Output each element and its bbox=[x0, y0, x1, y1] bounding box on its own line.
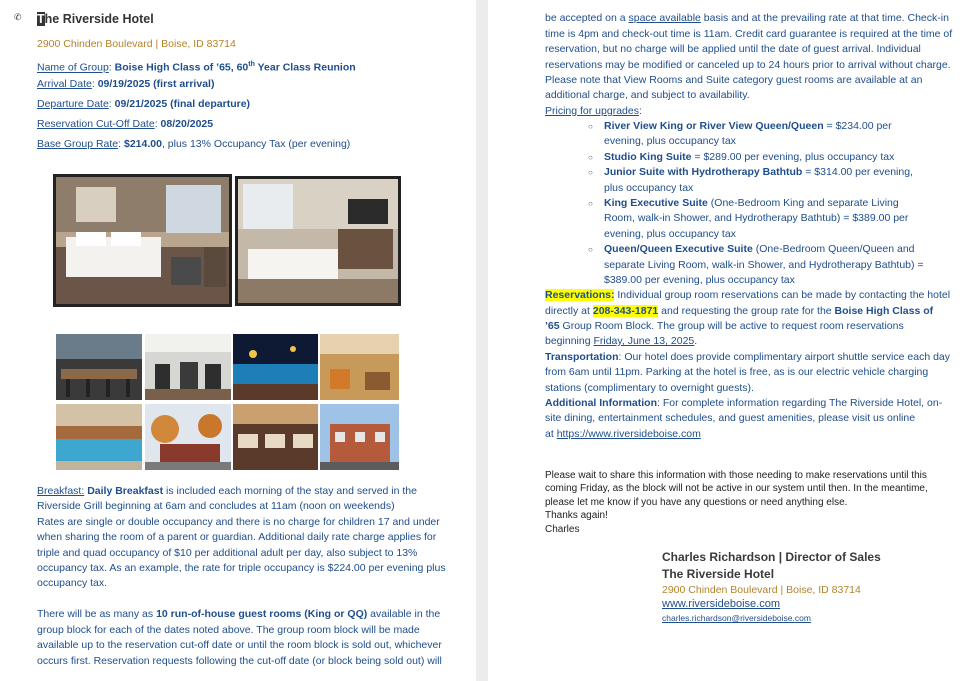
breakfast-line-2: Riverside Grill beginning at 6am and concludes at 11am (noon on weekends) bbox=[37, 500, 395, 512]
photo-gym bbox=[145, 334, 231, 400]
p1-line-1: be accepted on a space available basis and at the prevailing rate at that time. Check-in bbox=[545, 12, 949, 24]
note-line-2: coming Friday, as the block will not be active in our system until then. In the meantime, bbox=[545, 483, 928, 494]
right-page bbox=[488, 0, 963, 681]
p1-line-5: Please note that View Rooms and Suite category guest rooms are available at an bbox=[545, 74, 923, 86]
phone-icon: ✆ bbox=[14, 12, 22, 22]
info-line-3: at https://www.riversideboise.com bbox=[545, 428, 701, 440]
block-line-4: occurs first. Reservation requests following the cut-off date (or block being sold out) will bbox=[37, 655, 442, 667]
transportation-line-2: from 6am until 11pm. Parking at the hotel is free, as is our electric vehicle charging bbox=[545, 366, 929, 378]
transportation-line-1: Transportation: Our hotel does provide complimentary airport shuttle service each day bbox=[545, 351, 951, 363]
breakfast-line-1: Breakfast: Daily Breakfast is included each morning of the stay and served in the bbox=[37, 485, 417, 497]
info-line-1: Additional Information: For complete information regarding The Riverside Hotel, on- bbox=[545, 397, 943, 409]
p1-line-3: reservation, but no charge will be applied until the date of guest arrival. Individual bbox=[545, 43, 921, 55]
signature-website-link[interactable]: www.riversideboise.com bbox=[662, 598, 780, 610]
group-name-row: Name of Group: Boise High Class of ’65, 60th Year Class Reunion bbox=[37, 61, 356, 74]
block-line-3: available up to the reservation cut-off date or until the room block is sold out, whichever bbox=[37, 639, 442, 651]
photo-building bbox=[320, 404, 399, 470]
left-page bbox=[0, 0, 476, 681]
block-line-2: group block for each of the dates noted above. The group room block will be made bbox=[37, 624, 420, 636]
photo-exterior bbox=[145, 404, 231, 470]
page-gutter bbox=[476, 0, 488, 681]
upgrade-item: ○ Studio King Suite = $289.00 per evening, plus occupancy tax bbox=[588, 150, 895, 163]
rate-row: Base Group Rate: $214.00, plus 13% Occupancy Tax (per evening) bbox=[37, 138, 351, 150]
reservations-line-3: ’65 Group Room Block. The group will be active to request room reservations bbox=[545, 320, 904, 332]
photo-indoor-pool bbox=[56, 404, 142, 470]
upgrade-item: ○ Queen/Queen Executive Suite (One-Bedroom Queen/Queen and separate Living Room, walk-in Shower, and Hydrotherapy Bathtub) = $389.00 per evening, plus occupancy tax bbox=[588, 243, 924, 287]
note-line-4: Thanks again! bbox=[545, 510, 608, 521]
upgrades-list bbox=[588, 119, 924, 288]
transportation-line-3: stations (complimentary to overnight guests). bbox=[545, 382, 754, 394]
p1-line-4: reservations may be modified or canceled up to 24 hours prior to arrival without charge. bbox=[545, 59, 951, 71]
rates-line-3: triple and quad occupancy of $10 per additional adult per day, also subject to 13% bbox=[37, 547, 418, 559]
p1-line-2: time is 4pm and check-out time is 11am. Credit card guarantee is required at the time of bbox=[545, 28, 953, 40]
photo-lounge bbox=[320, 334, 399, 400]
upgrade-item: ○ Junior Suite with Hydrotherapy Bathtub = $314.00 per evening, plus occupancy tax bbox=[588, 166, 913, 194]
note-line-3: please let me know if you have any questions or need anything else. bbox=[545, 497, 848, 508]
photo-dining bbox=[233, 404, 318, 470]
reservations-line-1: Reservations: Individual group room reservations can be made by contacting the hotel bbox=[545, 289, 951, 301]
note-line-5: Charles bbox=[545, 524, 580, 535]
photo-bar bbox=[56, 334, 142, 400]
info-line-2: site dining, entertainment schedules, and guest amenities, please visit us online bbox=[545, 412, 916, 424]
photo-pool-night bbox=[233, 334, 318, 400]
arrival-row: Arrival Date: 09/19/2025 (first arrival) bbox=[37, 78, 215, 90]
rates-line-4: occupancy tax. As an example, the rate for triple occupancy is $224.00 per evening plus bbox=[37, 562, 446, 574]
reservations-line-2: directly at 208-343-1871 and requesting the group rate for the Boise High Class of bbox=[545, 305, 934, 317]
block-line-1: There will be as many as 10 run-of-house guest rooms (King or QQ) available in the bbox=[37, 608, 441, 620]
room-photo-1 bbox=[53, 174, 232, 307]
reservations-line-4: beginning Friday, June 13, 2025. bbox=[545, 335, 698, 347]
signature-name: Charles Richardson | Director of Sales bbox=[662, 550, 881, 564]
website-link[interactable]: https://www.riversideboise.com bbox=[556, 428, 701, 440]
upgrade-item: ○ River View King or River View Queen/Queen = $234.00 per evening, plus occupancy tax bbox=[588, 120, 892, 148]
upgrade-item: ○ King Executive Suite (One-Bedroom King and separate Living Room, walk-in Shower, and Hydrotherapy Bathtub) = $389.00 per evening, plus occupancy tax bbox=[588, 197, 909, 240]
hotel-name: The Riverside Hotel bbox=[37, 12, 154, 26]
signature-hotel: The Riverside Hotel bbox=[662, 567, 775, 581]
hotel-address: 2900 Chinden Boulevard | Boise, ID 83714 bbox=[37, 38, 236, 50]
note-line-1: Please wait to share this information with those needing to make reservations until this bbox=[545, 470, 927, 481]
reservation-phone: 208-343-1871 bbox=[592, 305, 659, 317]
p1-line-6: additional charge, and subject to availability. bbox=[545, 89, 750, 101]
rates-line-5: occupancy tax. bbox=[37, 577, 108, 589]
room-photo-2 bbox=[235, 176, 401, 306]
upgrades-label: Pricing for upgrades: bbox=[545, 105, 642, 117]
signature-address: 2900 Chinden Boulevard | Boise, ID 83714 bbox=[662, 584, 861, 596]
cutoff-row: Reservation Cut-Off Date: 08/20/2025 bbox=[37, 118, 214, 130]
rates-line-2: when sharing the room of a parent or guardian. Additional daily rate charge applies for bbox=[37, 531, 437, 543]
signature-email-link[interactable]: charles.richardson@riversideboise.com bbox=[662, 613, 811, 623]
rates-line-1: Rates are single or double occupancy and there is no charge for children 17 and under bbox=[37, 516, 440, 528]
departure-row: Departure Date: 09/21/2025 (final departure) bbox=[37, 98, 251, 110]
